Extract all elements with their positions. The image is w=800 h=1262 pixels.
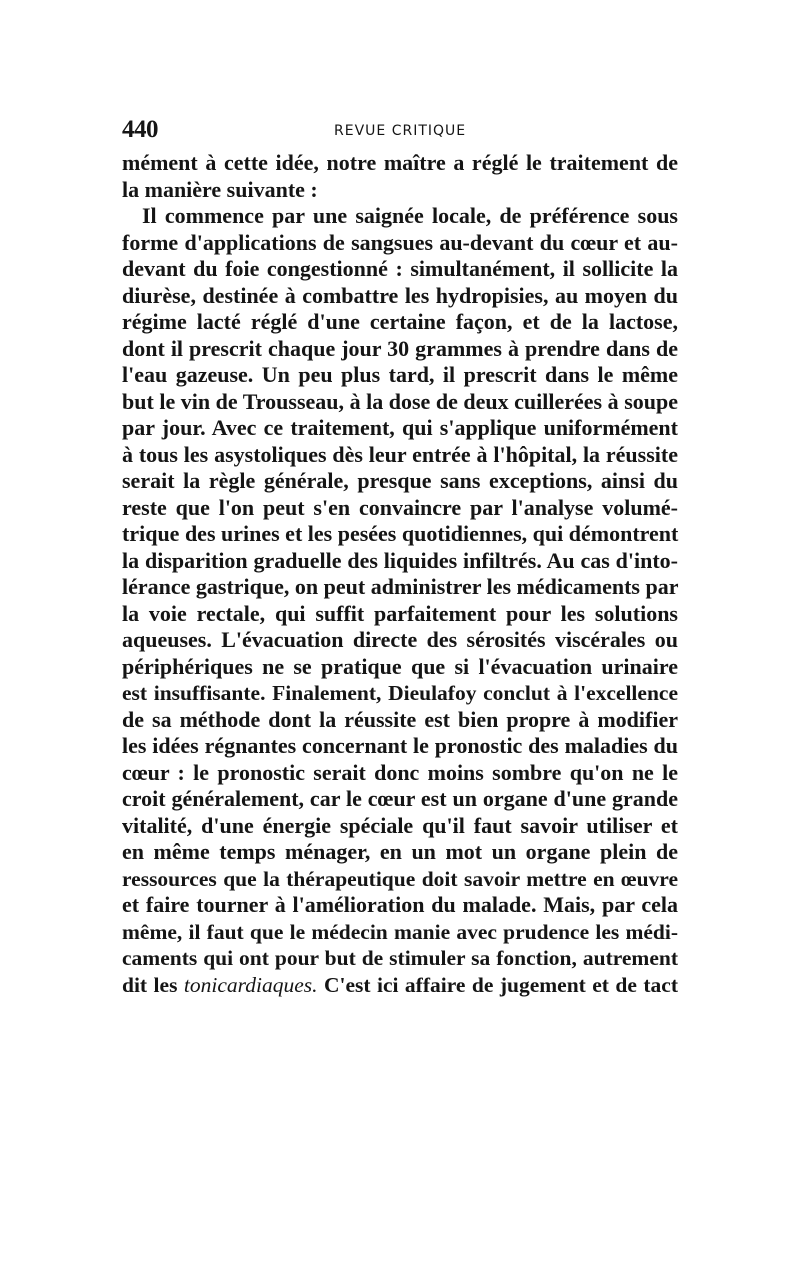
text-line: la voie rectale, qui suffit parfaitement pour les solutions (122, 600, 678, 626)
running-head-title: REVUE CRITIQUE (334, 123, 467, 139)
body-text (122, 150, 678, 998)
text-line: serait la règle générale, presque sans exceptions, ainsi du (122, 468, 678, 493)
paragraph-start-line: Il commence par une saignée locale, de préférence sous (142, 203, 678, 228)
text-line: caments qui ont pour but de stimuler sa fonction, autrement (122, 946, 678, 970)
running-head (122, 116, 678, 144)
italic-term: tonicardiaques. (183, 972, 318, 997)
text-line: diurèse, destinée à combattre les hydropisies, au moyen du (122, 282, 678, 308)
text-line: et faire tourner à l'amélioration du malade. Mais, par cela (122, 892, 678, 917)
text-line: cœur : le pronostic serait donc moins sombre qu'on ne le (122, 759, 678, 785)
text-line: ressources que la thérapeutique doit savoir mettre en œuvre (122, 866, 678, 891)
last-line-start: dit les (122, 972, 184, 997)
text-line: mément à cette idée, notre maître a réglé le traitement de (122, 150, 678, 175)
text-line: la disparition graduelle des liquides infiltrés. Au cas d'into- (122, 547, 678, 573)
text-line: régime lacté réglé d'une certaine façon, et de la lactose, (122, 309, 678, 334)
text-line: en même temps ménager, en un mot un organe plein de (122, 839, 678, 864)
text-line: devant du foie congestionné : simultanément, il sollicite la (122, 256, 678, 281)
text-line: aqueuses. L'évacuation directe des sérosités viscérales ou (122, 627, 678, 652)
text-line: reste que l'on peut s'en convaincre par l'analyse volumé- (122, 494, 678, 520)
text-line: dont il prescrit chaque jour 30 grammes à prendre dans de (122, 335, 678, 361)
text-line: la manière suivante : (122, 176, 318, 202)
text-line: lérance gastrique, on peut administrer les médicaments par (122, 574, 679, 599)
text-line: est insuffisante. Finalement, Dieulafoy conclut à l'excellence (122, 681, 678, 705)
page-number: 440 (122, 116, 158, 143)
text-line: forme d'applications de sangsues au-devant du cœur et au- (122, 229, 678, 255)
text-line: l'eau gazeuse. Un peu plus tard, il prescrit dans le même (122, 362, 678, 387)
text-line: trique des urines et les pesées quotidiennes, qui démontrent (122, 521, 679, 546)
text-line: croit généralement, car le cœur est un organe d'une grande (122, 786, 678, 811)
last-text-line (122, 972, 678, 999)
text-line: vitalité, d'une énergie spéciale qu'il faut savoir utiliser et (122, 812, 678, 838)
last-line-end: C'est ici affaire de jugement et de tact (317, 972, 679, 997)
text-line: par jour. Avec ce traitement, qui s'applique uniformément (122, 415, 678, 440)
text-line: périphériques ne se pratique que si l'évacuation urinaire (122, 653, 678, 679)
text-line: de sa méthode dont la réussite est bien propre à modifier (122, 706, 678, 732)
text-line: but le vin de Trousseau, à la dose de deux cuillerées à soupe (122, 388, 678, 414)
text-line: même, il faut que le médecin manie avec prudence les médi- (122, 919, 678, 944)
text-line: à tous les asystoliques dès leur entrée à l'hôpital, la réussite (122, 441, 678, 467)
text-line: les idées régnantes concernant le pronostic des maladies du (122, 733, 678, 758)
